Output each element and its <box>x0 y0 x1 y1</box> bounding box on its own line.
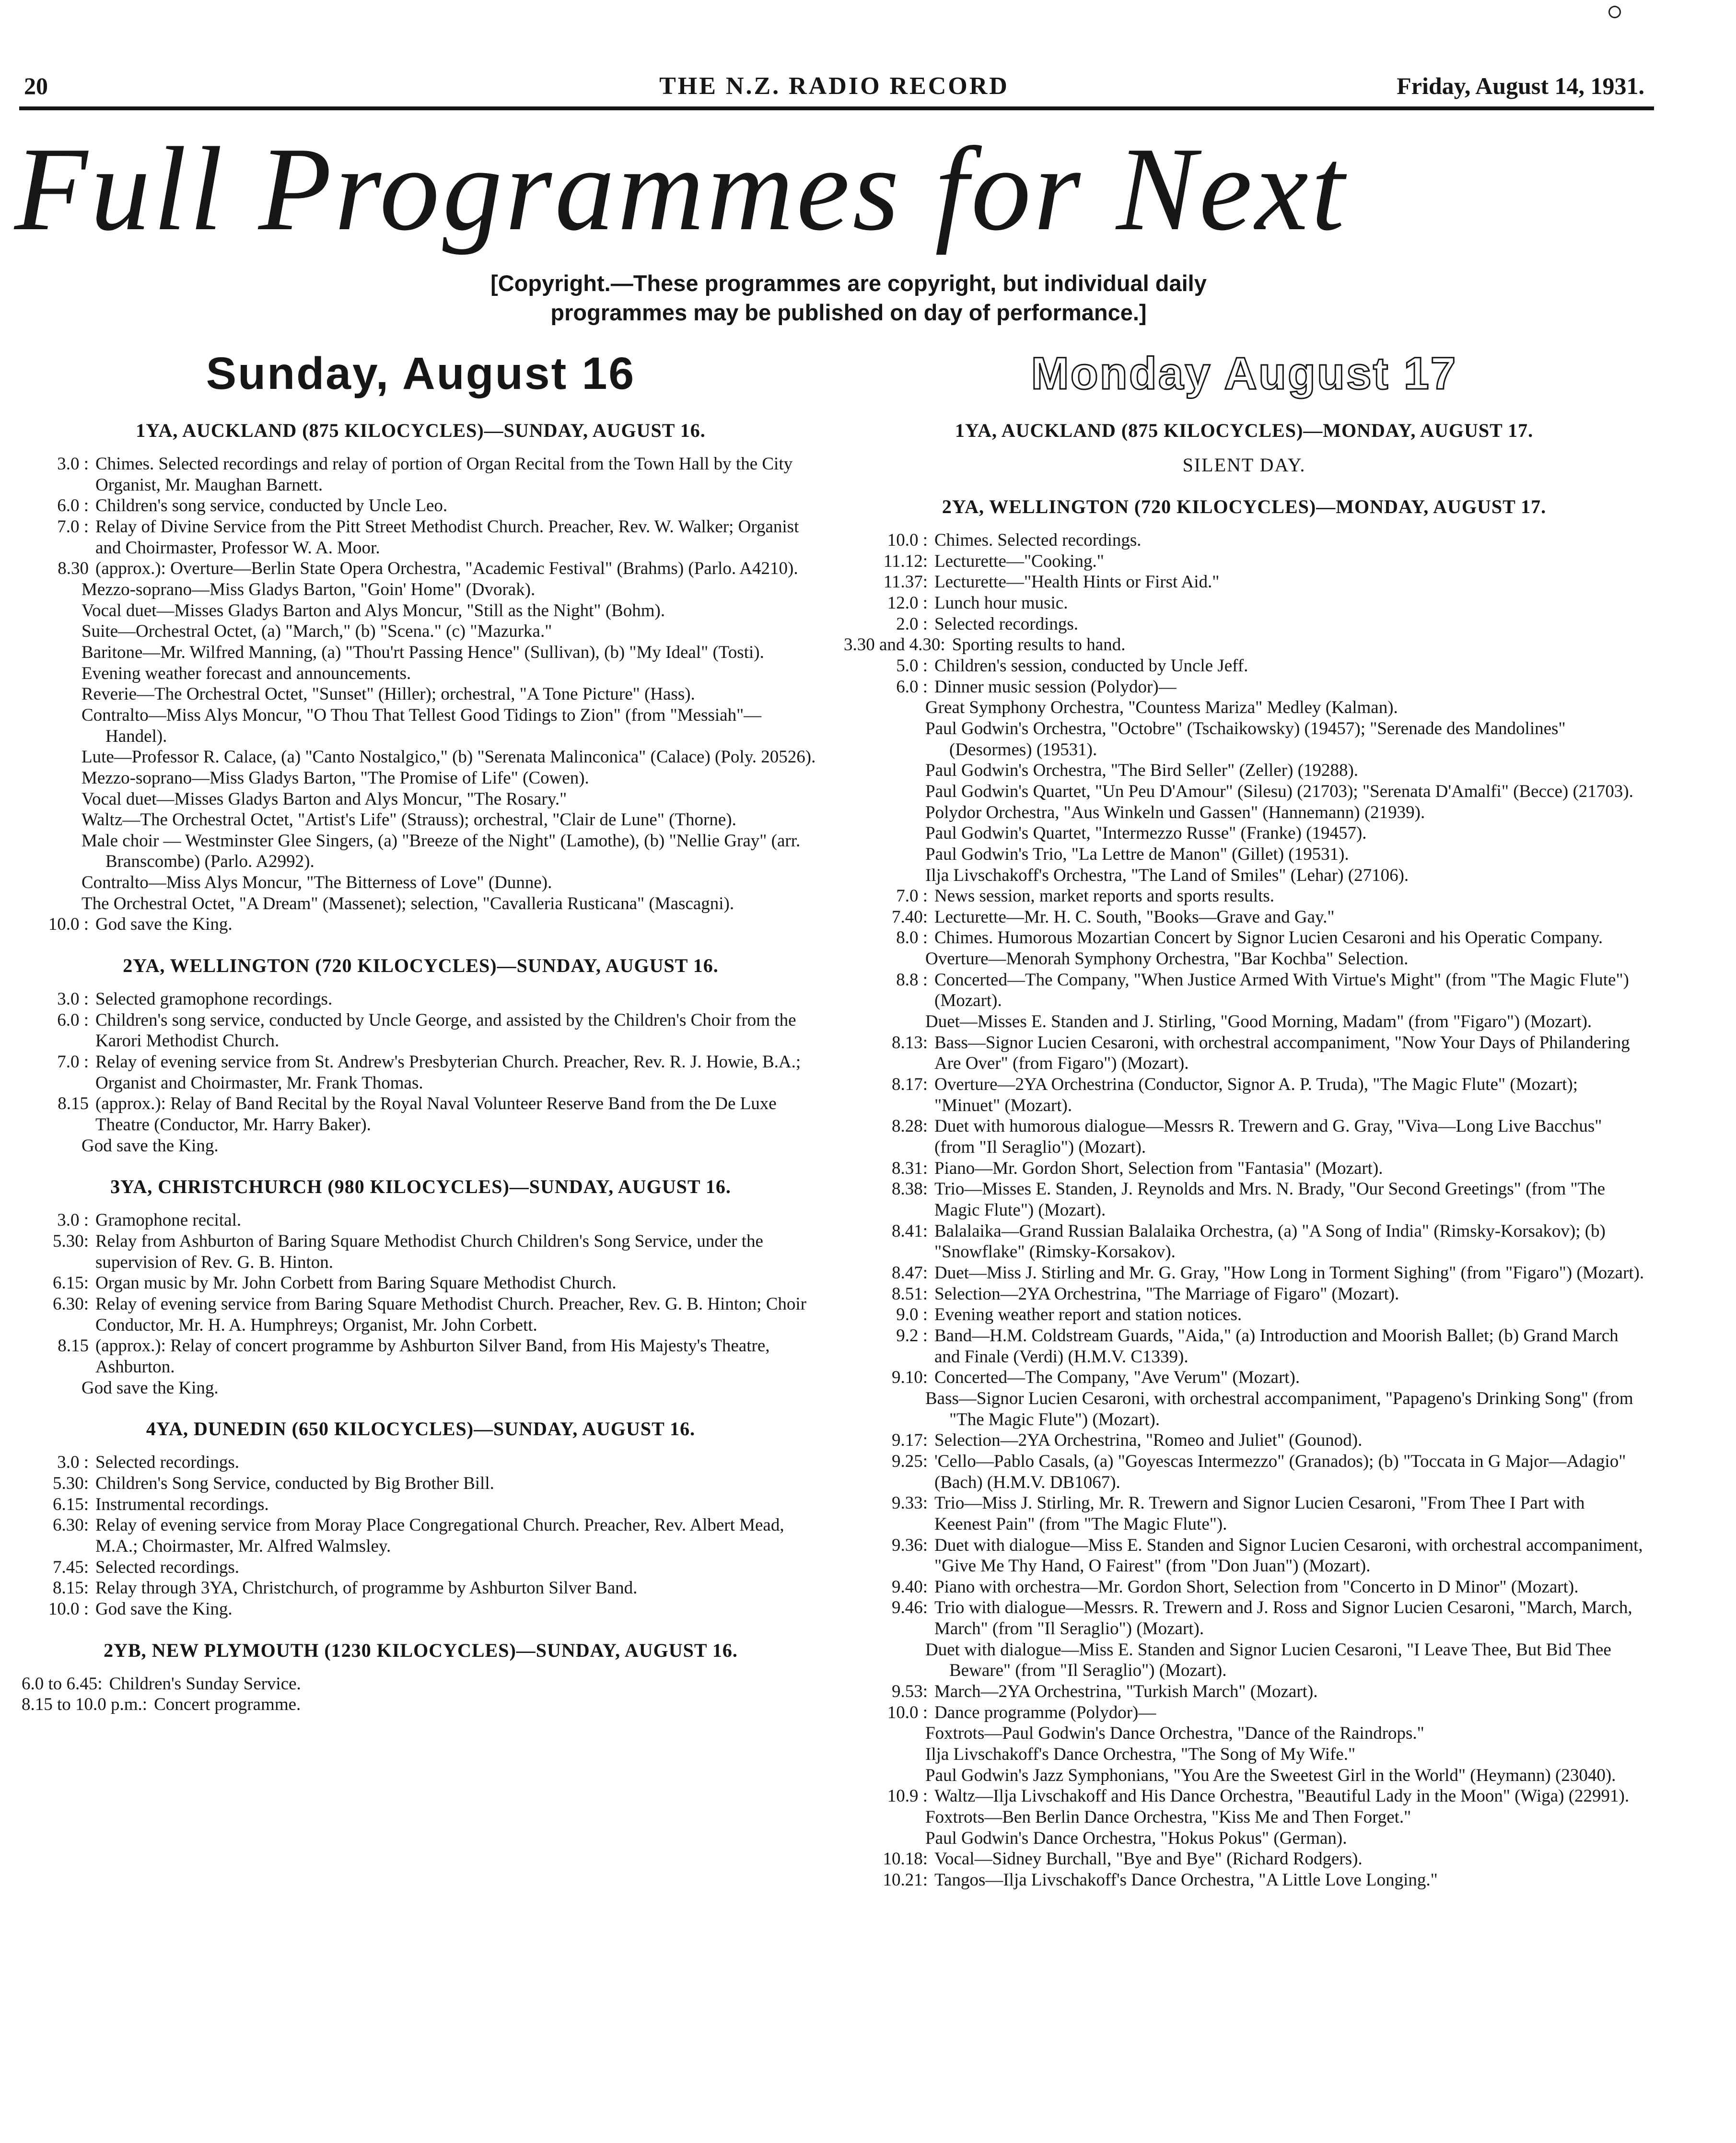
programme-time: 12.0 : <box>887 593 928 613</box>
programme-item <box>22 914 820 935</box>
programme-text: 'Cello—Pablo Casals, (a) "Goyescas Intermezzo" (Granados); (b) "Toccata in G Major—Adagio" (Bach) (H.M.V. DB1067). <box>934 1451 1626 1492</box>
programme-line: Overture—Menorah Symphony Orchestra, "Bar Kochba" Selection. <box>925 949 1409 969</box>
page-header <box>24 72 1644 105</box>
programme-time: 8.28: <box>891 1116 928 1136</box>
programme-time: 8.13: <box>891 1032 928 1053</box>
programme-item <box>844 572 1644 593</box>
programme-line: Paul Godwin's Dance Orchestra, "Hokus Pokus" (German). <box>925 1828 1347 1848</box>
programme-item <box>844 1451 1644 1493</box>
programme-text: Gramophone recital. <box>95 1210 242 1230</box>
programme-list <box>844 1849 1644 1890</box>
programme-text: (approx.): Relay of concert programme by Ashburton Silver Band, from His Majesty's Theatre, Ashburton. <box>95 1336 770 1377</box>
programme-sublist <box>22 1136 820 1157</box>
programme-text: Vocal—Sidney Burchall, "Bye and Bye" (Richard Rodgers). <box>934 1849 1363 1869</box>
programme-item <box>22 558 820 579</box>
programme-item <box>22 516 820 558</box>
programme-text: March—2YA Orchestrina, "Turkish March" (Mozart). <box>934 1682 1318 1702</box>
programme-time: 8.15 <box>58 1094 89 1114</box>
programme-item <box>22 1231 820 1273</box>
programme-item <box>22 495 820 516</box>
programme-line: Mezzo-soprano—Miss Gladys Barton, "The Promise of Life" (Cowen). <box>82 768 589 788</box>
programme-sublist <box>844 1388 1644 1430</box>
issue-date: Friday, August 14, 1931. <box>1397 72 1644 99</box>
programme-time: 6.0 : <box>57 496 89 516</box>
station-title: 1YA, AUCKLAND (875 KILOCYCLES)—SUNDAY, AUGUST 16. <box>136 420 706 441</box>
programme-line: Vocal duet—Misses Gladys Barton and Alys Moncur, "The Rosary." <box>82 789 567 809</box>
programme-list <box>844 970 1644 1011</box>
programme-text: Dinner music session (Polydor)— <box>934 677 1177 697</box>
programme-text: Lecturette—"Cooking." <box>934 551 1104 571</box>
programme-item <box>844 1325 1644 1367</box>
programme-line: Foxtrots—Ben Berlin Dance Orchestra, "Kiss Me and Then Forget." <box>925 1807 1411 1827</box>
programme-item <box>844 1870 1644 1891</box>
programme-item <box>22 1010 820 1052</box>
sunday-column <box>22 348 820 1734</box>
programme-time: 8.15: <box>52 1578 89 1598</box>
station-section <box>844 419 1644 476</box>
programme-time: 9.40: <box>891 1577 928 1597</box>
programme-item <box>844 1116 1644 1158</box>
programme-text: Duet with humorous dialogue—Messrs R. Trewern and G. Gray, "Viva—Long Live Bacchus" (from "Il Seraglio") (Mozart). <box>934 1116 1602 1158</box>
programme-time: 7.40: <box>891 907 928 927</box>
programme-item <box>22 1052 820 1093</box>
programme-item <box>22 1273 820 1294</box>
programme-time: 8.51: <box>891 1284 928 1304</box>
programme-line: Evening weather forecast and announcements. <box>82 663 411 683</box>
programme-item <box>844 1849 1644 1870</box>
programme-list <box>844 1681 1644 1723</box>
programme-line: Paul Godwin's Orchestra, "The Bird Seller" (Zeller) (19288). <box>925 761 1359 781</box>
programme-line: Polydor Orchestra, "Aus Winkeln und Gassen" (Hannemann) (21939). <box>925 802 1425 822</box>
programme-list <box>844 1786 1644 1807</box>
programme-list <box>844 1032 1644 1388</box>
programme-time: 10.0 : <box>887 1702 928 1722</box>
programme-text: Children's Sunday Service. <box>109 1674 301 1694</box>
station-section <box>22 1417 820 1619</box>
programme-item <box>844 634 1644 656</box>
programme-list <box>22 1452 820 1619</box>
programme-item <box>844 886 1644 907</box>
programme-item <box>22 1674 820 1695</box>
programme-item <box>22 1494 820 1515</box>
programme-text: Piano with orchestra—Mr. Gordon Short, Selection from "Concerto in D Minor" (Mozart). <box>934 1577 1579 1597</box>
programme-item <box>844 1535 1644 1577</box>
programme-time: 5.30: <box>52 1231 89 1251</box>
programme-item <box>844 970 1644 1011</box>
programme-text: Trio—Misses E. Standen, J. Reynolds and Mrs. N. Brady, "Our Second Greetings" (from "The Magic Flute") (Mozart). <box>934 1179 1606 1220</box>
monday-column <box>844 348 1644 1910</box>
programme-item <box>844 1430 1644 1451</box>
programme-time: 8.0 : <box>896 928 928 948</box>
programme-text: Bass—Signor Lucien Cesaroni, with orchestral accompaniment, "Now Your Days of Philandering Are Over" (from Figaro") (Mozart). <box>934 1032 1630 1074</box>
programme-list <box>844 886 1644 949</box>
programme-line: The Orchestral Octet, "A Dream" (Massenet); selection, "Cavalleria Rusticana" (Mascagni). <box>82 893 734 913</box>
programme-text: Balalaika—Grand Russian Balalaika Orchestra, (a) "A Song of India" (Rimsky-Korsakov); (b) "Snowflake" (Rimsky-Korsakov). <box>934 1221 1606 1262</box>
station-title: 1YA, AUCKLAND (875 KILOCYCLES)—MONDAY, AUGUST 17. <box>955 420 1534 441</box>
programme-time: 10.18: <box>883 1849 928 1869</box>
programme-list <box>844 1430 1644 1639</box>
programme-text: Selected recordings. <box>95 1557 239 1577</box>
programme-list <box>22 1674 820 1715</box>
programme-text: Children's session, conducted by Uncle Jeff. <box>934 656 1248 676</box>
programme-text: Relay of Divine Service from the Pitt Street Methodist Church. Preacher, Rev. W. Walker; Organist and Choirmaster, Professor W. A. Moor. <box>95 516 799 558</box>
programme-item <box>844 1221 1644 1263</box>
programme-time: 6.0 to 6.45: <box>22 1674 103 1694</box>
programme-line: Vocal duet—Misses Gladys Barton and Alys Moncur, "Still as the Night" (Bohm). <box>82 600 665 621</box>
programme-item <box>22 1694 820 1715</box>
programme-text: Concerted—The Company, "When Justice Armed With Virtue's Might" (from "The Magic Flute") (Mozart). <box>934 970 1629 1011</box>
station-title: 3YA, CHRISTCHURCH (980 KILOCYCLES)—SUNDAY, AUGUST 16. <box>110 1176 731 1198</box>
programme-item <box>844 1786 1644 1807</box>
programme-line: Lute—Professor R. Calace, (a) "Canto Nostalgico," (b) "Serenata Malinconica" (Calace) (Poly. 20526). <box>82 747 816 767</box>
programme-line: Ilja Livschakoff's Orchestra, "The Land of Smiles" (Lehar) (27106). <box>925 865 1409 885</box>
programme-item <box>844 1304 1644 1325</box>
programme-sublist <box>22 579 820 914</box>
station-section <box>22 1175 820 1398</box>
programme-sublist <box>844 949 1644 970</box>
programme-time: 9.46: <box>891 1598 928 1618</box>
programme-text: Relay of evening service from St. Andrew's Presbyterian Church. Preacher, Rev. R. J. Howie, B.A.; Organist and Choirmaster, Mr. Frank Thomas. <box>95 1052 801 1093</box>
programme-item <box>22 1557 820 1578</box>
programme-text: Piano—Mr. Gordon Short, Selection from "Fantasia" (Mozart). <box>934 1158 1383 1178</box>
corner-mark <box>1608 6 1621 18</box>
programme-line: Baritone—Mr. Wilfred Manning, (a) "Thou'rt Passing Hence" (Sullivan), (b) "My Ideal" (Tosti). <box>82 642 764 662</box>
programme-text: Duet—Miss J. Stirling and Mr. G. Gray, "How Long in Torment Sighing" (from "Figaro") (Mozart). <box>934 1263 1644 1283</box>
programme-time: 3.0 : <box>57 454 89 474</box>
programme-item <box>22 454 820 495</box>
programme-text: Sporting results to hand. <box>952 635 1126 655</box>
programme-list <box>22 914 820 935</box>
programme-list <box>844 530 1644 697</box>
programme-line: Duet with dialogue—Miss E. Standen and Signor Lucien Cesaroni, "I Leave Thee, But Bid Thee Beware" (from "Il Seraglio") (Mozart). <box>925 1639 1611 1681</box>
programme-time: 8.8 : <box>896 970 928 990</box>
station-section <box>22 954 820 1156</box>
programme-time: 5.0 : <box>896 656 928 676</box>
programme-time: 7.0 : <box>896 886 928 906</box>
programme-sublist <box>22 1378 820 1399</box>
programme-item <box>844 1597 1644 1639</box>
header-rule <box>19 106 1654 110</box>
programme-item <box>22 1452 820 1473</box>
programme-text: (approx.): Overture—Berlin State Opera Orchestra, "Academic Festival" (Brahms) (Parlo. A4210). <box>95 559 798 579</box>
programme-text: Evening weather report and station notices. <box>934 1305 1242 1325</box>
programme-text: Trio—Miss J. Stirling, Mr. R. Trewern and Signor Lucien Cesaroni, "From Thee I Part with Keenest Pain" (from "The Magic Flute"). <box>934 1493 1585 1534</box>
programme-text: Tangos—Ilja Livschakoff's Dance Orchestra, "A Little Love Longing." <box>934 1870 1438 1890</box>
programme-text: Selected recordings. <box>934 614 1078 634</box>
programme-time: 11.12: <box>883 551 928 571</box>
programme-time: 6.30: <box>52 1294 89 1314</box>
programme-line: Reverie—The Orchestral Octet, "Sunset" (Hiller); orchestral, "A Tone Picture" (Hass). <box>82 684 695 704</box>
programme-item <box>22 1473 820 1494</box>
station-section <box>844 495 1644 1891</box>
programme-item <box>22 1335 820 1377</box>
programme-item <box>844 614 1644 635</box>
programme-text: God save the King. <box>95 914 233 935</box>
programme-item <box>22 1599 820 1620</box>
programme-line: Ilja Livschakoff's Dance Orchestra, "The Song of My Wife." <box>925 1745 1356 1765</box>
programme-text: Children's Song Service, conducted by Big Brother Bill. <box>95 1473 494 1493</box>
programme-line: Mezzo-soprano—Miss Gladys Barton, "Goin' Home" (Dvorak). <box>82 579 536 599</box>
programme-text: Duet with dialogue—Miss E. Standen and Signor Lucien Cesaroni, with orchestral accompaniment, "Give Me Thy Hand, O Fairest" (from "Don Juan") (Mozart). <box>934 1535 1643 1576</box>
programme-time: 9.17: <box>891 1430 928 1451</box>
programme-item <box>844 1074 1644 1116</box>
programme-line: God save the King. <box>82 1136 219 1156</box>
station-section <box>22 419 820 935</box>
programme-line: Contralto—Miss Alys Moncur, "The Bitterness of Love" (Dunne). <box>82 873 552 893</box>
programme-sublist <box>844 1723 1644 1786</box>
programme-time: 6.0 : <box>57 1010 89 1030</box>
programme-time: 9.0 : <box>896 1305 928 1325</box>
programme-time: 9.25: <box>891 1451 928 1471</box>
programme-sublist <box>844 1011 1644 1032</box>
masthead: THE N.Z. RADIO RECORD <box>659 72 1009 100</box>
programme-line: Paul Godwin's Orchestra, "Octobre" (Tschaikowsky) (19457); "Serenade des Mandolines" (Desormes) (19531). <box>925 718 1566 760</box>
programme-time: 6.0 : <box>896 677 928 697</box>
programme-time: 8.47: <box>891 1263 928 1283</box>
programme-text: Relay of evening service from Baring Square Methodist Church. Preacher, Rev. G. B. Hinton; Choir Conductor, Mr. H. A. Humphreys; Organist, Mr. John Corbett. <box>95 1294 806 1335</box>
programme-item <box>844 927 1644 949</box>
programme-line: Duet—Misses E. Standen and J. Stirling, "Good Morning, Madam" (from "Figaro") (Mozart). <box>925 1012 1592 1032</box>
programme-time: 9.2 : <box>896 1325 928 1346</box>
programme-text: Lunch hour music. <box>934 593 1068 613</box>
programme-text: Relay from Ashburton of Baring Square Methodist Church Children's Song Service, under the supervision of Rev. G. B. Hinton. <box>95 1231 763 1272</box>
programme-line: God save the King. <box>82 1378 219 1398</box>
programme-line: Paul Godwin's Trio, "La Lettre de Manon" (Gillet) (19531). <box>925 844 1349 864</box>
page-number: 20 <box>24 72 48 99</box>
programme-text: Children's song service, conducted by Uncle George, and assisted by the Children's Choir from the Karori Methodist Church. <box>95 1010 796 1051</box>
programme-text: Concert programme. <box>154 1695 301 1715</box>
day-heading: Monday August 17 <box>1031 348 1457 399</box>
programme-text: Relay of evening service from Moray Place Congregational Church. Preacher, Rev. Albert Mead, M.A.; Choirmaster, Mr. Alfred Walmsley. <box>95 1515 784 1556</box>
programme-text: Overture—2YA Orchestrina (Conductor, Signor A. P. Truda), "The Magic Flute" (Mozart); "Minuet" (Mozart). <box>934 1075 1578 1115</box>
programme-time: 3.0 : <box>57 1452 89 1473</box>
programme-text: Trio with dialogue—Messrs. R. Trewern and J. Ross and Signor Lucien Cesaroni, "March, March, March" (from "Il Seraglio") (Mozart). <box>934 1598 1632 1639</box>
programme-time: 9.53: <box>891 1682 928 1702</box>
programme-line: Foxtrots—Paul Godwin's Dance Orchestra, "Dance of the Raindrops." <box>925 1723 1424 1744</box>
programme-list <box>22 1210 820 1377</box>
programme-sublist <box>844 1639 1644 1681</box>
programme-item <box>844 907 1644 928</box>
programme-time: 10.9 : <box>887 1786 928 1806</box>
programme-item <box>22 1093 820 1135</box>
programme-time: 9.33: <box>891 1493 928 1513</box>
programme-time: 6.30: <box>52 1515 89 1535</box>
programme-time: 10.21: <box>883 1870 928 1890</box>
programme-time: 2.0 : <box>896 614 928 634</box>
programme-line: Male choir — Westminster Glee Singers, (a) "Breeze of the Night" (Lamothe), (b) "Nellie Gray" (arr. Branscombe) (Parlo. A2992). <box>82 831 801 872</box>
programme-line: Waltz—The Orchestral Octet, "Artist's Life" (Strauss); orchestral, "Clair de Lune" (Thorne). <box>82 810 736 830</box>
programme-sublist <box>844 1807 1644 1849</box>
programme-line: Great Symphony Orchestra, "Countess Mariza" Medley (Kalman). <box>925 698 1398 718</box>
programme-text: (approx.): Relay of Band Recital by the Royal Naval Volunteer Reserve Band from the De Luxe Theatre (Conductor, Mr. Harry Baker). <box>95 1094 777 1135</box>
programme-text: Dance programme (Polydor)— <box>934 1702 1156 1722</box>
programme-text: Selection—2YA Orchestrina, "Romeo and Juliet" (Gounod). <box>934 1430 1363 1451</box>
programme-line: Bass—Signor Lucien Cesaroni, with orchestral accompaniment, "Papageno's Drinking Song" (from "The Magic Flute") (Mozart). <box>925 1388 1633 1429</box>
programme-text: Organ music by Mr. John Corbett from Baring Square Methodist Church. <box>95 1273 617 1293</box>
programme-text: Chimes. Selected recordings and relay of portion of Organ Recital from the Town Hall by the City Organist, Mr. Maughan Barnett. <box>95 454 793 495</box>
programme-text: Children's song service, conducted by Uncle Leo. <box>95 496 448 516</box>
programme-item <box>844 1284 1644 1305</box>
programme-time: 6.15: <box>52 1494 89 1514</box>
programme-text: Instrumental recordings. <box>95 1494 269 1514</box>
programme-time: 8.41: <box>891 1221 928 1241</box>
programme-text: Relay through 3YA, Christchurch, of programme by Ashburton Silver Band. <box>95 1578 638 1598</box>
programme-time: 8.17: <box>891 1075 928 1095</box>
programme-text: News session, market reports and sports results. <box>934 886 1275 906</box>
programme-text: Chimes. Selected recordings. <box>934 530 1142 550</box>
programme-item <box>844 530 1644 551</box>
programme-time: 3.0 : <box>57 989 89 1009</box>
station-title: 2YA, WELLINGTON (720 KILOCYCLES)—MONDAY, AUGUST 17. <box>942 496 1547 517</box>
programme-item <box>22 1515 820 1557</box>
programme-text: Concerted—The Company, "Ave Verum" (Mozart). <box>934 1368 1300 1388</box>
station-section <box>22 1639 820 1715</box>
banner-title: Full Programmes for Next <box>14 123 1348 256</box>
programme-line: Paul Godwin's Quartet, "Intermezzo Russe" (Franke) (19457). <box>925 823 1367 843</box>
programme-time: 11.37: <box>883 572 928 592</box>
programme-time: 8.15 <box>58 1336 89 1356</box>
programme-item <box>22 989 820 1010</box>
programme-time: 10.0 : <box>48 914 89 935</box>
programme-item <box>844 1367 1644 1388</box>
programme-item <box>844 1158 1644 1179</box>
programme-line: Suite—Orchestral Octet, (a) "March," (b) "Scena." (c) "Mazurka." <box>82 621 552 642</box>
programme-item <box>844 593 1644 614</box>
programme-text: Lecturette—Mr. H. C. South, "Books—Grave and Gay." <box>934 907 1335 927</box>
programme-time: 6.15: <box>52 1273 89 1293</box>
programme-text: Band—H.M. Coldstream Guards, "Aida," (a) Introduction and Moorish Ballet; (b) Grand March and Finale (Verdi) (H.M.V. C1339). <box>934 1325 1619 1367</box>
programme-item <box>844 656 1644 677</box>
programme-item <box>844 551 1644 572</box>
station-title: 4YA, DUNEDIN (650 KILOCYCLES)—SUNDAY, AUGUST 16. <box>146 1418 696 1440</box>
programme-time: 8.30 <box>58 559 89 579</box>
programme-item <box>844 1702 1644 1723</box>
programme-text: Selected gramophone recordings. <box>95 989 333 1009</box>
programme-item <box>844 1263 1644 1284</box>
station-title: 2YB, NEW PLYMOUTH (1230 KILOCYCLES)—SUNDAY, AUGUST 16. <box>104 1639 738 1661</box>
programme-item <box>22 1578 820 1599</box>
programme-time: 7.0 : <box>57 516 89 537</box>
programme-time: 9.36: <box>891 1535 928 1555</box>
dinner-music-list <box>844 697 1644 886</box>
programme-time: 8.15 to 10.0 p.m.: <box>22 1695 148 1715</box>
programme-item <box>22 1210 820 1231</box>
programme-time: 8.38: <box>891 1179 928 1199</box>
programme-time: 7.45: <box>52 1557 89 1577</box>
programme-time: 5.30: <box>52 1473 89 1493</box>
programme-item <box>844 677 1644 698</box>
programme-time: 3.0 : <box>57 1210 89 1230</box>
programme-text: Lecturette—"Health Hints or First Aid." <box>934 572 1220 592</box>
programme-item <box>844 1032 1644 1074</box>
programme-item <box>844 1179 1644 1220</box>
programme-item <box>844 1493 1644 1534</box>
programme-list <box>22 454 820 579</box>
programme-text: Chimes. Humorous Mozartian Concert by Signor Lucien Cesaroni and his Operatic Company. <box>934 928 1603 948</box>
station-title: 2YA, WELLINGTON (720 KILOCYCLES)—SUNDAY, AUGUST 16. <box>123 955 719 977</box>
programme-line: Paul Godwin's Quartet, "Un Peu D'Amour" (Silesu) (21703); "Serenata D'Amalfi" (Becce) (21703). <box>925 781 1633 801</box>
programme-item <box>844 1681 1644 1702</box>
programme-item <box>22 1294 820 1335</box>
programme-time: 9.10: <box>891 1368 928 1388</box>
programme-item <box>844 1577 1644 1598</box>
programme-line: Contralto—Miss Alys Moncur, "O Thou That Tellest Good Tidings to Zion" (from "Messiah"—Handel). <box>82 705 762 746</box>
programme-time: 10.0 : <box>48 1599 89 1619</box>
programme-time: 3.30 and 4.30: <box>844 635 945 655</box>
station-note: SILENT DAY. <box>1182 454 1306 476</box>
programme-time: 7.0 : <box>57 1052 89 1072</box>
programme-text: Selected recordings. <box>95 1452 239 1473</box>
programme-time: 10.0 : <box>887 530 928 550</box>
programme-time: 8.31: <box>891 1158 928 1178</box>
day-heading: Sunday, August 16 <box>206 348 636 399</box>
copyright-notice: [Copyright.—These programmes are copyright, but individual daily programmes may be published on day of performance.] <box>490 270 1207 326</box>
programme-text: Waltz—Ilja Livschakoff and His Dance Orchestra, "Beautiful Lady in the Moon" (Wiga) (22991). <box>934 1786 1630 1806</box>
programme-line: Paul Godwin's Jazz Symphonians, "You Are the Sweetest Girl in the World" (Heymann) (23040). <box>925 1765 1616 1785</box>
programme-list <box>22 989 820 1136</box>
programme-text: God save the King. <box>95 1599 233 1619</box>
programme-text: Selection—2YA Orchestrina, "The Marriage of Figaro" (Mozart). <box>934 1284 1399 1304</box>
